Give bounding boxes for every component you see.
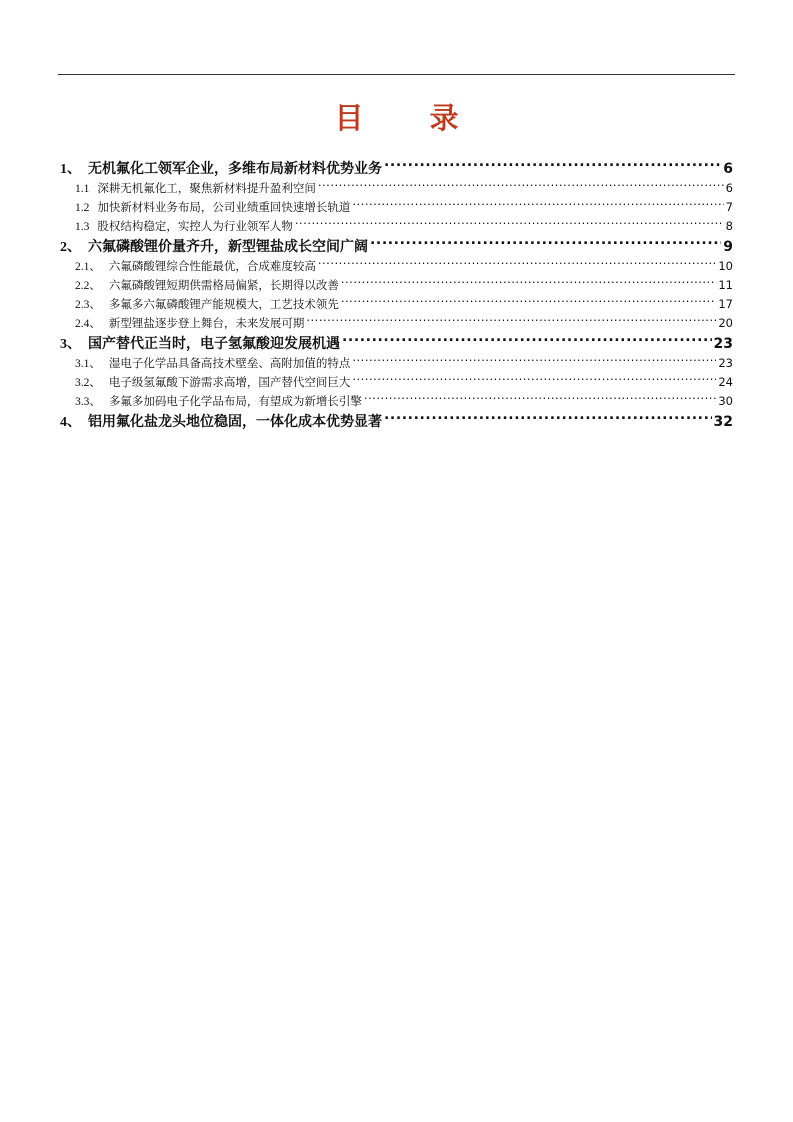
toc-entry-page: 10	[718, 259, 733, 273]
toc-dot-leader	[318, 251, 716, 270]
toc-entry-page: 6	[723, 161, 733, 177]
toc-entry-number: 3.1、	[75, 358, 101, 370]
toc-entry-page: 30	[718, 394, 733, 408]
toc-dot-leader	[342, 327, 712, 348]
toc-dot-leader	[384, 152, 721, 173]
toc-entry-label: 六氟磷酸锂短期供需格局偏紧，长期得以改善	[108, 278, 339, 292]
toc-entry-page: 24	[718, 375, 733, 389]
toc-entry-label: 多氟多加码电子化学品布局，有望成为新增长引擎	[108, 394, 362, 408]
toc-entry-page: 9	[723, 239, 733, 255]
toc-entry-number: 3.2、	[75, 377, 101, 389]
toc-entry-page: 6	[725, 181, 733, 195]
toc-entry-label: 国产替代正当时，电子氢氟酸迎发展机遇	[88, 336, 340, 352]
toc-entry-number: 2.4、	[75, 318, 101, 330]
toc-entry-number: 1.3	[75, 221, 90, 233]
toc-entry-number: 1.2	[75, 202, 90, 214]
header-rule	[58, 74, 735, 75]
toc-dot-leader	[352, 192, 723, 211]
toc-entry-label: 电子级氢氟酸下游需求高增，国产替代空间巨大	[108, 375, 351, 389]
toc-dot-leader	[341, 289, 716, 308]
toc-entry-page: 7	[725, 200, 733, 214]
toc-entry-label: 无机氟化工领军企业，多维布局新材料优势业务	[88, 161, 382, 177]
toc-entry-number: 3、	[60, 337, 81, 352]
toc-dot-leader	[352, 348, 716, 367]
toc-dot-leader	[364, 386, 716, 405]
toc-entry-label: 股权结构稳定，实控人为行业领军人物	[97, 219, 293, 233]
table-of-contents	[60, 152, 733, 430]
toc-entry-page: 32	[713, 414, 733, 430]
toc-dot-leader	[341, 270, 716, 289]
toc-dot-leader	[352, 367, 716, 386]
toc-entry-number: 1.1	[75, 183, 90, 195]
toc-entry-number: 1、	[60, 162, 81, 177]
toc-entry-page: 23	[718, 356, 733, 370]
toc-entry-page: 20	[718, 316, 733, 330]
toc-entry-number: 2.3、	[75, 299, 101, 311]
toc-entry-page: 8	[725, 219, 733, 233]
toc-entry-number: 3.3、	[75, 396, 101, 408]
toc-entry-label: 六氟磷酸锂综合性能最优，合成难度较高	[108, 259, 316, 273]
toc-entry-number: 2、	[60, 240, 81, 255]
toc-entry-label: 铝用氟化盐龙头地位稳固，一体化成本优势显著	[88, 414, 382, 430]
toc-dot-leader	[384, 405, 712, 426]
toc-dot-leader	[306, 308, 716, 327]
toc-entry-number: 2.2、	[75, 280, 101, 292]
toc-entry-page: 11	[718, 278, 733, 292]
toc-entry-label: 六氟磷酸锂价量齐升，新型锂盐成长空间广阔	[88, 239, 368, 255]
toc-dot-leader	[295, 211, 724, 230]
toc-entry-label: 多氟多六氟磷酸锂产能规模大，工艺技术领先	[108, 297, 339, 311]
toc-entry-label: 湿电子化学品具备高技术壁垒、高附加值的特点	[108, 356, 351, 370]
toc-entry-page: 23	[713, 336, 733, 352]
toc-entry-label: 深耕无机氟化工，聚焦新材料提升盈利空间	[97, 181, 316, 195]
toc-entry-label: 新型锂盐逐步登上舞台，未来发展可期	[108, 316, 305, 330]
toc-dot-leader	[318, 173, 724, 192]
toc-chapter-entry[interactable]	[60, 152, 733, 177]
toc-entry-number: 4、	[60, 415, 81, 430]
toc-entry-label: 加快新材料业务布局，公司业绩重回快速增长轨道	[97, 200, 351, 214]
toc-entry-number: 2.1、	[75, 261, 101, 273]
toc-title: 目 录	[334, 101, 487, 135]
toc-dot-leader	[370, 230, 721, 251]
toc-entry-page: 17	[718, 297, 733, 311]
